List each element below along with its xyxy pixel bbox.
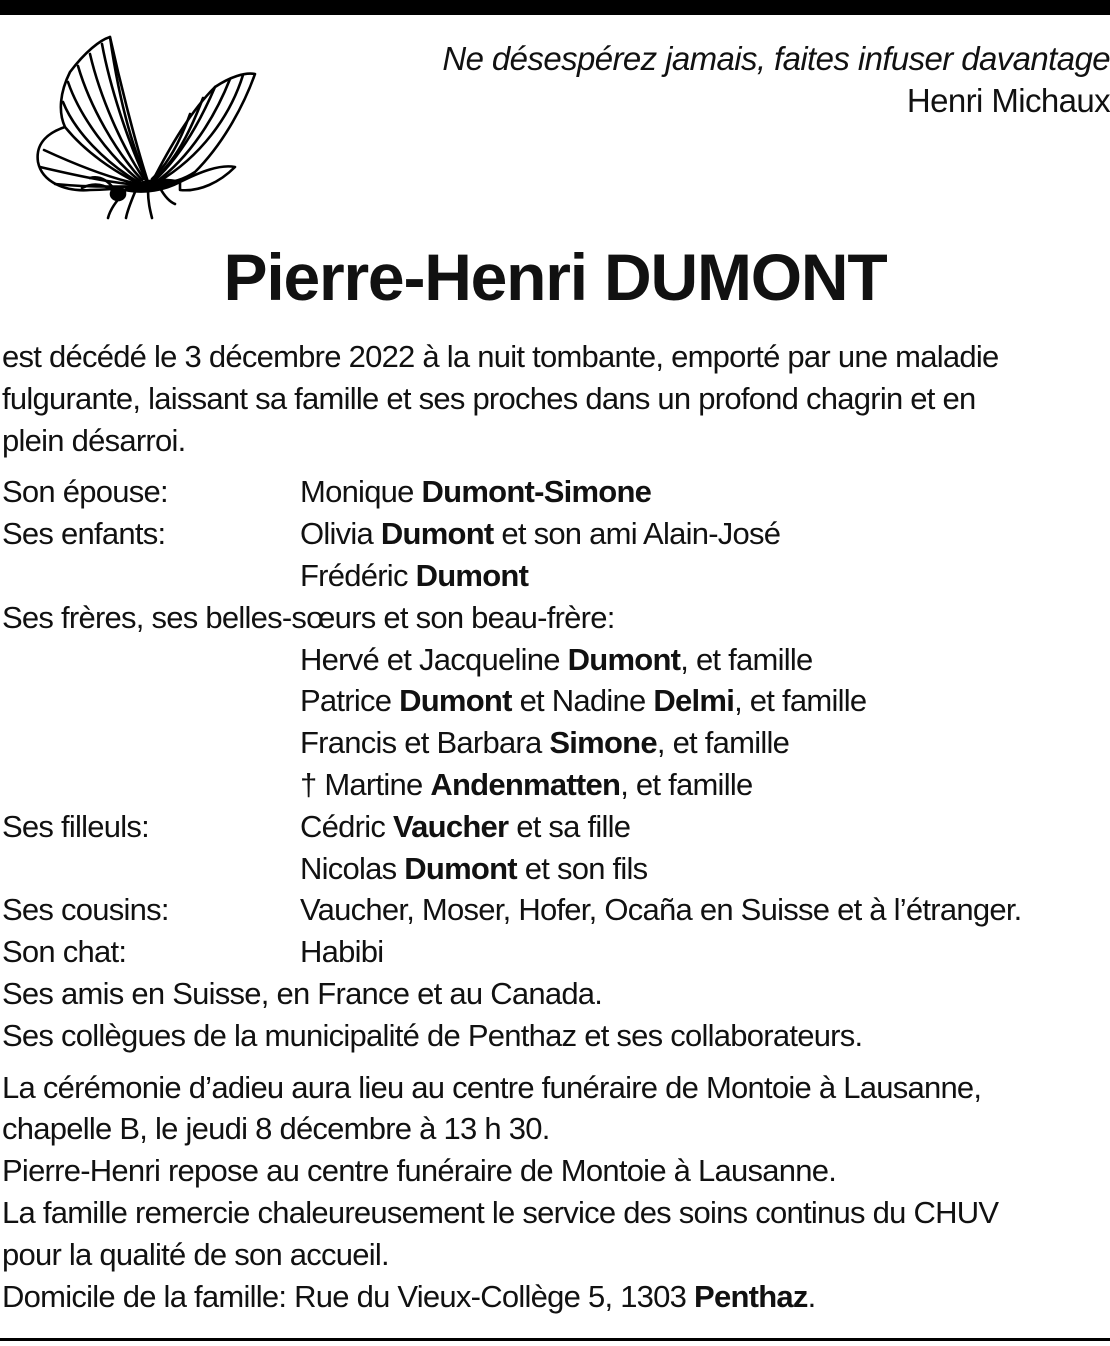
sibling-surname: Andenmatten [430,766,621,802]
sibling-surname: Dumont [399,683,512,719]
repose-line: Pierre-Henri repose au centre funéraire de Montoie à Lausanne. [2,1153,837,1189]
top-rule [0,0,1110,15]
epigraph [350,38,1110,122]
sibling-first-names: Francis et Barbara [300,725,542,761]
sibling-surname: Simone [549,725,657,761]
child-note: et son ami Alain-José [493,516,781,552]
cat-row [2,931,1108,973]
godchildren-label: Ses filleuls: [2,808,150,844]
domicile-line [2,1276,1108,1318]
obituary-body [2,336,1108,1317]
spouse-surname: Dumont-Simone [421,474,652,510]
sibling-note: , et famille [620,766,753,802]
godchild-surname: Vaucher [392,808,509,844]
children-label: Ses enfants: [2,516,166,552]
sibling-first-names: Hervé et Jacqueline [300,641,560,677]
sibling-note: , et famille [734,683,867,719]
sibling-partner-surname: Delmi [653,683,735,719]
ceremony-line: chapelle B, le jeudi 8 décembre à 13 h 30. [2,1111,550,1147]
sibling-note: , et famille [656,725,790,761]
children-row [2,513,1108,555]
cousins-value: Vaucher, Moser, Hofer, Ocaña en Suisse et à l’étranger. [300,892,1022,928]
intro-line: est décédé le 3 décembre 2022 à la nuit tombante, emporté par une maladie [2,339,999,374]
spouse-row [2,471,1108,513]
child-line [2,555,1108,597]
siblings-label: Ses frères, ses belles-sœurs et son beau-frère: [2,599,615,635]
cousins-row [2,889,1108,931]
thanks-line: La famille remercie chaleureusement le service des soins continus du CHUV [2,1194,999,1230]
godchildren-row [2,806,1108,848]
child-surname: Dumont [415,557,529,593]
child-surname: Dumont [380,516,494,552]
child-first-name: Frédéric [300,557,408,593]
sibling-surname: Dumont [567,641,681,677]
godchild-note: et son fils [516,850,648,886]
godchild-surname: Dumont [404,850,517,886]
bottom-rule [0,1338,1110,1341]
sibling-partner: et Nadine [511,683,646,719]
epigraph-author: Henri Michaux [906,82,1110,119]
spouse-label: Son épouse: [2,474,168,510]
thanks-line: pour la qualité de son accueil. [2,1236,389,1272]
godchild-line [2,848,1108,890]
sibling-line [2,764,1108,806]
intro-line: plein désarroi. [2,422,186,458]
sibling-first-names: † Martine [300,766,423,802]
colleagues-line: Ses collègues de la municipalité de Penthaz et ses collaborateurs. [2,1017,863,1053]
sibling-line [2,680,1108,722]
sibling-line [2,639,1108,681]
cat-name: Habibi [300,934,384,970]
child-first-name: Olivia [300,516,374,552]
godchild-first-name: Nicolas [300,850,397,886]
ceremony-line: La cérémonie d’adieu aura lieu au centre funéraire de Montoie à Lausanne, [2,1069,982,1105]
cat-label: Son chat: [2,934,127,970]
intro-line: fulgurante, laissant sa famille et ses proches dans un profond chagrin et en [2,380,976,416]
epigraph-text: Ne désespérez jamais, faites infuser davantage [442,40,1110,77]
friends-line: Ses amis en Suisse, en France et au Canada. [2,975,603,1011]
butterfly-illustration [30,32,270,220]
cousins-label: Ses cousins: [2,892,169,928]
spouse-first-name: Monique [300,474,414,510]
domicile-period: . [807,1278,816,1314]
sibling-line [2,722,1108,764]
domicile-town: Penthaz [694,1278,808,1314]
domicile-address: Domicile de la famille: Rue du Vieux-Collège 5, 1303 [2,1278,695,1314]
godchild-note: et sa fille [508,808,631,844]
sibling-first-names: Patrice [300,683,392,719]
deceased-name: Pierre-Henri DUMONT [223,240,887,314]
sibling-note: , et famille [680,641,813,677]
godchild-first-name: Cédric [300,808,386,844]
